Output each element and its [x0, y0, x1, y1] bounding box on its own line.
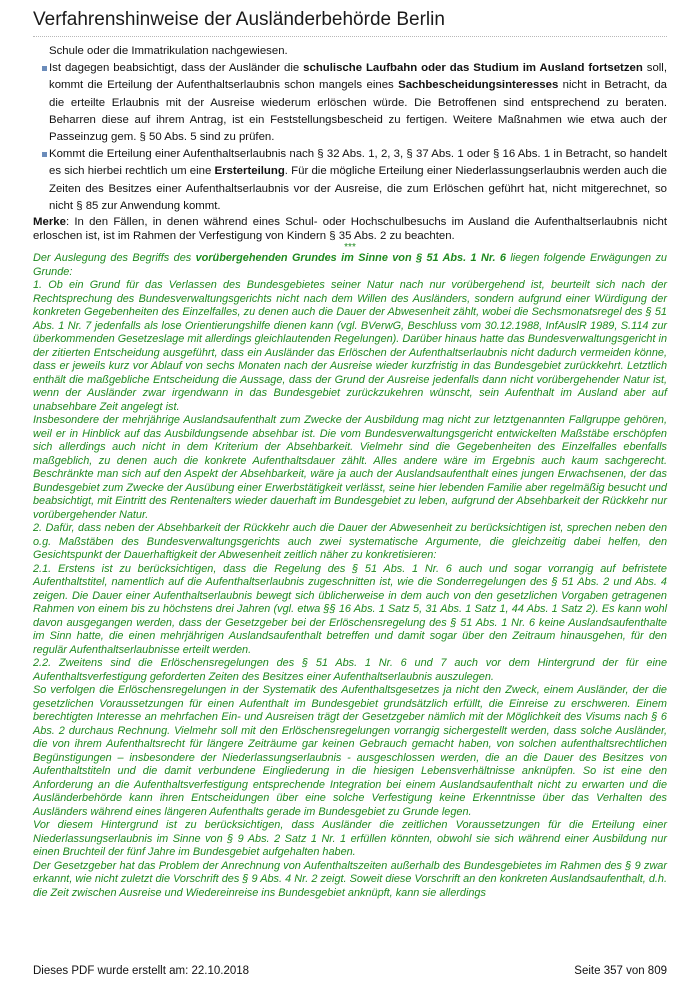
bullet1-bold-a: schulische Laufbahn oder das Studium im Ausland fortsetzen — [303, 62, 643, 75]
green-paragraph: 2. Dafür, dass neben der Absehbarkeit der Rückkehr auch die Dauer der Abwesenheit zu berücksichtigen ist, sprechen neben den o.g. Maßstäben des Bundesverwaltungsgerichts auch zwei systematische Argumente, die gleichzeitig dabei helfen, den Gesichtspunkt der Dauerhaftigkeit der Abwesenheit zeitlich näher zu konkretisieren: — [33, 522, 667, 562]
bullet-paragraph-1 — [33, 60, 667, 146]
bullet1-text-a: Ist dagegen beabsichtigt, dass der Ausländer die — [49, 62, 304, 75]
green-intro-bold: vorübergehenden Grundes im Sinne von § 51 Abs. 1 Nr. 6 — [195, 252, 506, 265]
bullet-paragraph-2 — [33, 146, 667, 215]
page-header — [33, 7, 673, 33]
bullet1-text-e: nicht in Betracht, da die erteilte Erlaubnis mit der Ausreise wiederum erlöschen würde. Die Betroffenen sind entsprechend zu beraten. Beharren diese auf ihrem Antrag, ist ein Feststellungsbescheid zu fertigen. Weitere Maßnahmen wie etwa auch der Passeinzug gem. § 50 Abs. 5 sind zu prüfen. — [49, 79, 667, 144]
bullet-square-icon — [42, 66, 47, 71]
merke-paragraph — [33, 215, 667, 243]
green-paragraph: 1. Ob ein Grund für das Verlassen des Bundesgebietes seiner Natur nach nur vorübergehend ist, beurteilt sich nach der Rechtsprechung des Bundesverwaltungsgerichts nicht nach dem Willen des Ausländers, sondern aufgrund einer Würdigung der konkreten Gegebenheiten des Einzelfalles, zu denen auch die Dauer der Abwesenheit zählt, wobei die Sechsmonatsregel des § 51 Abs. 1 Nr. 7 jedenfalls als lose Orientierungshilfe dienen kann (vgl. BVerwG, Beschluss vom 30.12.1988, InfAuslR 1989, S.114 zur überkommenden Gesetzeslage mit allerdings gleichlautenden Regelungen). Darüber hinaus hatte das Bundesverwaltungsgericht in der zitierten Entscheidung ausgeführt, dass ein Ausländer das Erlöschen der Aufenthaltserlaubnis nicht dadurch vermeiden könne, dass er jeweils kurz vor Ablauf von sechs Monaten nach der Ausreise wieder kurzfristig in das Bundesgebiet zurückkehrt. Letztlich enthält die maßgebliche Entscheidung die Aussage, dass der Grund der Ausreise jedenfalls dann nicht vorübergehender Natur ist, wenn der Ausländer zwar irgendwann in das Bundesgebiet zurückzukehren wünscht, sein Aufenthalt im Ausland aber auf unabsehbare Zeit angelegt ist. — [33, 279, 667, 413]
separator-stars: *** — [344, 242, 356, 254]
footer-page-number: Seite 357 von 809 — [574, 965, 667, 977]
green-paragraph: Insbesondere der mehrjährige Auslandsaufenthalt zum Zwecke der Ausbildung mag nicht zur letztgenannten Fallgruppe gehören, weil er in Hinblick auf das Ausbildungsende absehbar ist. Die vom Bundesverwaltungsgericht entwickelten Maßstäbe erschöpfen sich allerdings auch nicht in dem Kriterium der Absehbarkeit. Vielmehr sind die Gegebenheiten des Einzelfalles ebenfalls maßgeblich, zu denen auch die konkrete Aufenthaltsdauer zählt. Alles andere wäre im Ergebnis auch kaum sachgerecht. Beschränkte man sich auf den Aspekt der Absehbarkeit, wäre ja auch der Auslandsaufenthalt eines jungen Erwachsenen, der das Bundesgebiet zum Zwecke der Ausübung einer Erwerbstätigkeit verlässt, seine hier lebenden Familie aber regelmäßig besucht und beabsichtigt, mit Eintritt des Rentenalters wieder dauerhaft im Bundesgebiet zu leben, aufgrund der Absehbarkeit der Rückkehr nur vorübergehender Natur. — [33, 414, 667, 521]
merke-text: : In den Fällen, in denen während eines Schul- oder Hochschulbesuchs im Ausland die Aufenthaltserlaubnis nicht erloschen ist, ist im Rahmen der Verfestigung von Kindern § 35 Abs. 2 zu beachten. — [33, 216, 667, 243]
green-paragraph: So verfolgen die Erlöschensregelungen in der Systematik des Aufenthaltsgesetzes ja nicht den Zweck, einem Ausländer, der die gesetzlichen Voraussetzungen für einen Aufenthalt im Bundesgebiet grundsätzlich erfüllt, die Einreise zu erschweren. Einem berechtigten Interesse an mehrfachen Ein- und Ausreisen trägt der Gesetzgeber nämlich mit der Möglichkeit des Visums nach § 6 Abs. 2 durchaus Rechnung. Vielmehr soll mit den Erlöschensregelungen vorrangig sichergestellt werden, dass solche Ausländer, die von ihrem Aufenthaltsrecht für längere Zeiträume gar keinen Gebrauch gemacht haben, von solchen aufenthaltsrechtlichen Begünstigungen – insbesondere der Niederlassungserlaubnis - ausgeschlossen werden, die an die Dauer des Besitzes von Aufenthaltstiteln und die damit verbundene Eingliederung in die hiesigen Lebensverhältnisse anknüpfen. So ist eine den Anforderung an die Aufenthaltsverfestigung entsprechende Integration bei einem Auslandsaufenthalt nicht zu erwarten und die Ausländerbehörde kann ihren Entscheidungen über eine solche Verfestigung keine Erkenntnisse über das Verhalten des Ausländers während eines längeren Aufenthalts gerade im Bundesgebiet zu Grunde legen. — [33, 684, 667, 818]
header-divider — [33, 36, 667, 37]
green-paragraph: 2.2. Zweitens sind die Erlöschensregelungen des § 51 Abs. 1 Nr. 6 und 7 auch vor dem Hintergrund der für eine Aufenthaltsverfestigung geforderten Zeiten des Besitzes einer Aufenthaltserlaubnis auszulegen. — [33, 657, 667, 683]
bullet2-text-a: Kommt die Erteilung einer Aufenthaltserlaubnis nach § 32 Abs. 1, 2, 3, § 37 Abs. 1 oder § 16 Abs. 1 in Betracht, so handelt es sich hierbei rechtlich um eine — [49, 148, 667, 178]
bullet2-text-c: . Für die mögliche Erteilung einer Niederlassungserlaubnis werden auch die Zeiten des Besitzes einer Aufenthaltserlaubnis vor der Ausreise, die zum Erlöschen geführt hat, nicht mitgerechnet, so nicht § 85 zur Anwendung kommt. — [49, 165, 667, 212]
bullet2-bold-b: Ersterteilung — [214, 165, 285, 178]
green-paragraph: Vor diesem Hintergrund ist zu berücksichtigen, dass Ausländer die zeitlichen Voraussetzungen für die Erteilung einer Niederlassungserlaubnis im Sinne von § 9 Abs. 2 Satz 1 Nr. 1 erfüllen könnten, obwohl sie sich während einer Ausbildung nur einen Bruchteil der fünf Jahre im Bundesgebiet aufgehalten haben. — [33, 819, 667, 859]
green-intro — [33, 252, 667, 279]
footer-created-date: Dieses PDF wurde erstellt am: 22.10.2018 — [33, 965, 250, 977]
green-intro-a: Der Auslegung des Begriffs des — [33, 252, 196, 265]
green-paragraph: Der Gesetzgeber hat das Problem der Anrechnung von Aufenthaltszeiten außerhalb des Bundesgebietes im Rahmen des § 9 zwar erkannt, wie nicht zuletzt die Vorschrift des § 9 Abs. 4 Nr. 2 zeigt. Soweit diese Vorschrift an den konkreten Auslandsaufenthalt, d.h. die Zeit zwischen Ausreise und Wiedereinreise ins Bundesgebiet anknüpft, kann sie allerdings — [33, 859, 667, 899]
document-body — [33, 43, 667, 900]
intro-line: Schule oder die Immatrikulation nachgewiesen. — [49, 45, 288, 57]
page-title: Verfahrenshinweise der Ausländerbehörde Berlin — [33, 9, 445, 30]
bullet1-text-c: soll, kommt die Erteilung der Aufenthaltserlaubnis schon mangels eines — [49, 62, 668, 92]
green-intro-c: liegen folgende Erwägungen zu Grunde: — [33, 252, 667, 278]
bullet-square-icon — [42, 152, 47, 157]
bullet1-bold-d: Sachbescheidungsinteresses — [398, 79, 559, 92]
green-paragraph: 2.1. Erstens ist zu berücksichtigen, dass die Regelung des § 51 Abs. 1 Nr. 6 auch und sogar vorrangig auf befristete Aufenthaltstitel, namentlich auf die Aufenthaltserlaubnis zugeschnitten ist, wie die Sonderregelungen des § 51 Abs. 2 und Abs. 4 zeigen. Die Dauer einer Aufenthaltserlaubnis bewegt sich üblicherweise in dem auch von den gesetzlichen Vorgaben getragenen Rahmen von einem bis zu höchstens drei Jahren (vgl. etwa §§ 16 Abs. 1 Satz 5, 31 Abs. 1 Satz 1, 44 Abs. 1 Satz 2). Es kann wohl davon ausgegangen werden, dass der Gesetzgeber bei der Erlöschensregelung des § 51 Abs. 1 Nr. 6 keine Auslandsaufenthalte im Sinn hatte, die einen mehrjährigen Auslandsaufenthalt betreffen und damit sogar über den Zeitraum hinausgehen, für den regulär Aufenthaltserlaubnisse erteilt werden. — [33, 562, 667, 656]
merke-label: Merke — [33, 216, 66, 229]
